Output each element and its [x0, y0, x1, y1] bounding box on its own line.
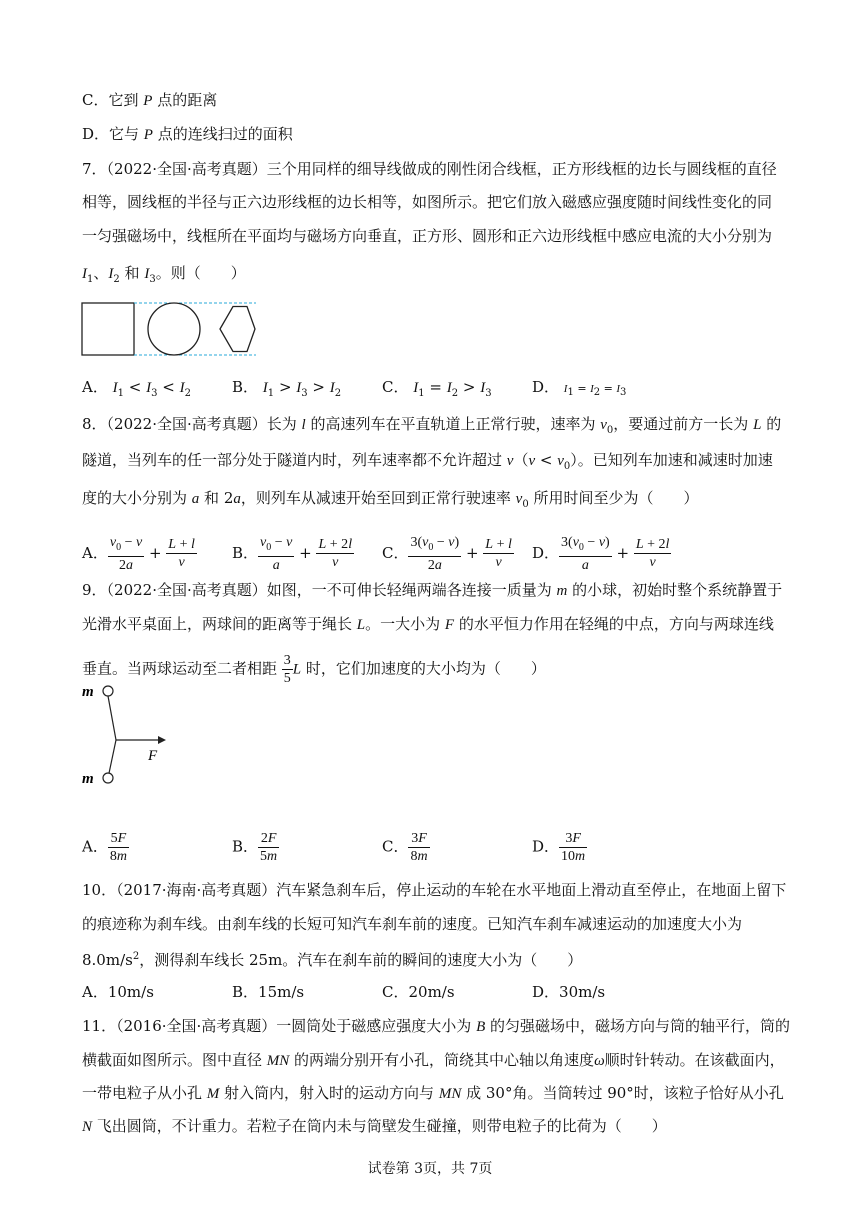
circle-frame-shape [148, 303, 200, 355]
q7-option-d: D． $I_1 = I_2 = I_3$ [532, 378, 627, 399]
rope-upper [108, 696, 116, 740]
q11-line-3: 一带电粒子从小孔 M 射入筒内，射入时的运动方向与 MN 成 30°角。当筒转过 90°时，该粒子恰好从小孔 [82, 1084, 784, 1102]
q10-option-a: A．10m/s [82, 983, 154, 1001]
q9-line-1: 9．（2022·全国·高考真题）如图，一不可伸长轻绳两端各连接一质量为 m 的小球，初始时整个系统静置于 [82, 581, 783, 599]
q9-figure-balls [80, 680, 180, 790]
q7-option-b: B． $I_1 > I_3 > I_2$ [232, 378, 342, 399]
q8-option-a: A． $\frac{v_0 - v}{2a}$ + $\frac{L + l}{v}$ [82, 535, 195, 573]
q9-line-2: 光滑水平桌面上，两球间的距离等于绳长 L。一大小为 F 的水平恒力作用在轻绳的中点，方向与两球连线 [82, 615, 774, 633]
option-c-text: C．它到 P 点的距离 [82, 91, 218, 109]
q8-line-2: 隧道，当列车的任一部分处于隧道内时，列车速率都不允许超过 $v(v < v_0)$。已知列车加速和减速时加速 [82, 451, 773, 472]
q8-option-d: D． $\frac{3(v_0 - v)}{a}$ + $\frac{L + 2l}{v}$ [532, 535, 670, 573]
q11-line-4: N 飞出圆筒，不计重力。若粒子在筒内未与筒壁发生碰撞，则带电粒子的比荷为（ ） [82, 1117, 667, 1135]
q7-line-3: 一匀强磁场中，线框所在平面均与磁场方向垂直，正方形、圆形和正六边形线框中感应电流的大小分别为 [82, 227, 773, 245]
q8-option-c: C． $\frac{3(v_0 - v)}{2a}$ + $\frac{L + l}{v}$ [382, 535, 512, 573]
q11-line-2: 横截面如图所示。图中直径 MN 的两端分别开有小孔，筒绕其中心轴以角速度ω顺时针转动。在该截面内， [82, 1051, 785, 1069]
q10-option-c: C．20m/s [382, 983, 455, 1001]
q9-option-a: A． $\frac{5F}{8m}$ [82, 831, 127, 864]
q11-line-1: 11．（2016·全国·高考真题）一圆筒处于磁感应强度大小为 B 的匀强磁场中，磁场方向与筒的轴平行，筒的 [82, 1017, 791, 1035]
q10-line-2: 的痕迹称为刹车线。由刹车线的长短可知汽车刹车前的速度。已知汽车刹车减速运动的加速度大小为 [82, 915, 743, 933]
force-label: F [148, 748, 158, 764]
hexagon-frame-shape [220, 307, 255, 352]
q7-option-a: A． $I_1 < I_3 < I_2$ [82, 378, 191, 399]
q9-option-c: C． $\frac{3F}{8m}$ [382, 831, 428, 864]
page-footer: 试卷第 3页，共 7页 [367, 1161, 493, 1177]
q8-line-3: 度的大小分别为 a 和 2a，则列车从减速开始至回到正常行驶速率 $v_0$ 所用时间至少为（ ） [82, 489, 699, 510]
square-frame-shape [82, 303, 134, 355]
lower-ball [103, 773, 113, 783]
q10-line-1: 10．（2017·海南·高考真题）汽车紧急刹车后，停止运动的车轮在水平地面上滑动直至停止，在地面上留下 [82, 881, 787, 899]
q7-line-1: 7．（2022·全国·高考真题）三个用同样的细导线做成的刚性闭合线框，正方形线框的边长与圆线框的直径 [82, 160, 777, 178]
q8-option-b: B． $\frac{v_0 - v}{a}$ + $\frac{L + 2l}{v}$ [232, 535, 353, 573]
option-d-text: D．它与 P 点的连线扫过的面积 [82, 125, 293, 143]
q10-option-d: D．30m/s [532, 983, 606, 1001]
rope-lower [108, 740, 116, 778]
q7-line-2: 相等，圆线框的半径与正六边形线框的边长相等，如图所示。把它们放入磁感应强度随时间线性变化的同 [82, 193, 773, 211]
upper-mass-label: m [82, 684, 94, 700]
q7-line-4: $I_1$、$I_2$ 和 $I_3$。则（ ） [82, 264, 246, 285]
force-arrow-head [158, 736, 166, 744]
q10-line-3: $8.0m/s^2$，测得刹车线长 25m。汽车在刹车前的瞬间的速度大小为（ ） [82, 951, 583, 969]
q7-option-c: C． $I_1 = I_2 > I_3$ [382, 378, 492, 399]
q8-line-1: 8．（2022·全国·高考真题）长为 l 的高速列车在平直轨道上正常行驶，速率为 $v_0$，要通过前方一长为 L 的 [82, 415, 782, 436]
upper-ball [103, 686, 113, 696]
q10-option-b: B．15m/s [232, 983, 305, 1001]
q7-figure-frames [80, 300, 260, 360]
lower-mass-label: m [82, 771, 94, 787]
q9-line-3: 垂直。当两球运动至二者相距 $\frac{3}{5}$ L 时，它们加速度的大小均为（ ） [82, 653, 546, 686]
q9-option-b: B． $\frac{2F}{5m}$ [232, 831, 278, 864]
q9-option-d: D． $\frac{3F}{10m}$ [532, 831, 586, 864]
